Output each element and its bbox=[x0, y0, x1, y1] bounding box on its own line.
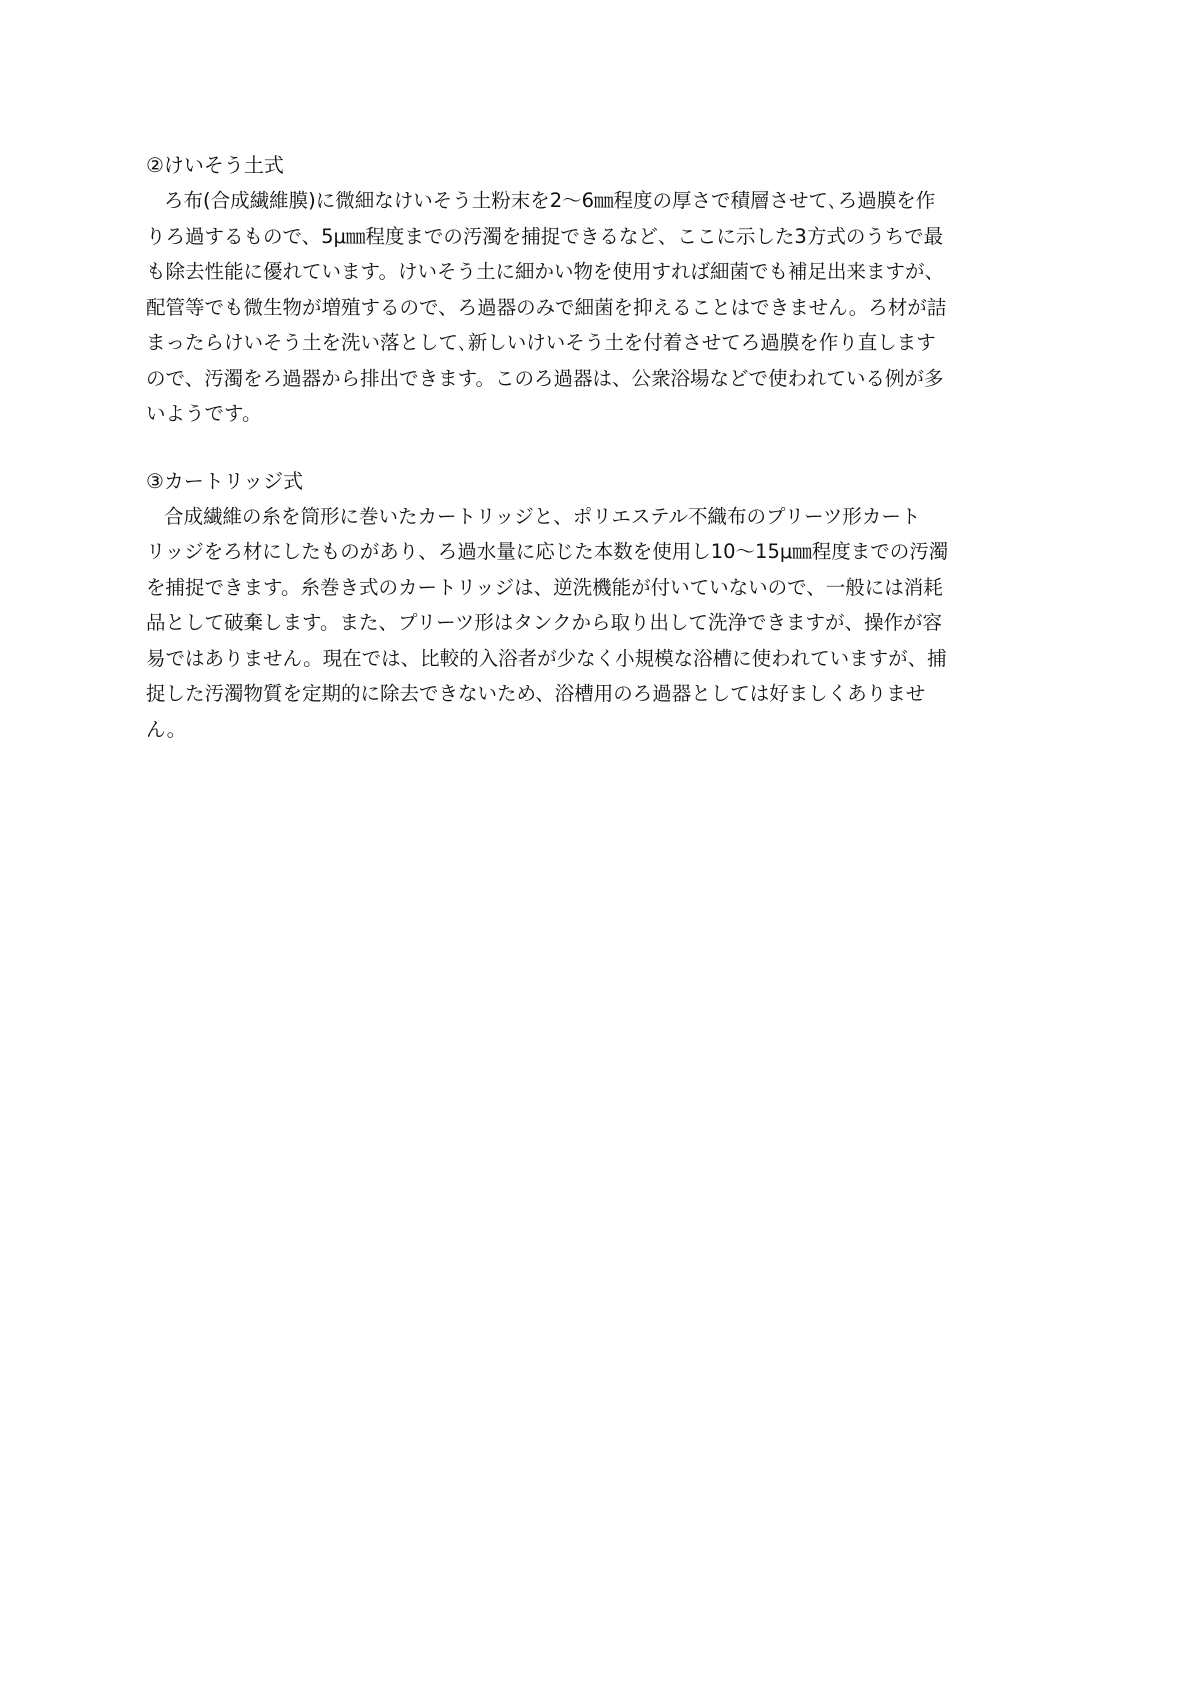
section-paragraph bbox=[146, 499, 1034, 748]
section-paragraph bbox=[146, 183, 1034, 432]
paragraph-line: 易ではありません。現在では、比較的入浴者が少なく小規模な浴槽に使われていますが、捕 bbox=[146, 646, 947, 670]
paragraph-line: ん。 bbox=[146, 717, 187, 741]
paragraph-line: ろ布(合成繊維膜)に微細なけいそう土粉末を2～6㎜程度の厚さで積層させて､ろ過膜を作 bbox=[164, 189, 936, 212]
paragraph-line: いようです。 bbox=[146, 402, 262, 425]
paragraph-line: も除去性能に優れています。けいそう土に細かい物を使用すれば細菌でも補足出来ますが、 bbox=[146, 260, 944, 283]
section-diatomaceous-earth bbox=[146, 148, 1034, 432]
paragraph-line: まったらけいそう土を洗い落として､新しいけいそう土を付着させてろ過膜を作り直します bbox=[146, 331, 936, 354]
section-cartridge bbox=[146, 464, 1034, 748]
paragraph-line: リッジをろ材にしたものがあり、ろ過水量に応じた本数を使用し10～15μ㎜程度までの汚濁 bbox=[146, 540, 949, 563]
paragraph-line: 品として破棄します。また、プリーツ形はタンクから取り出して洗浄できますが、操作が容 bbox=[146, 611, 942, 634]
paragraph-line: ので、汚濁をろ過器から排出できます。このろ過器は、公衆浴場などで使われている例が多 bbox=[146, 366, 944, 390]
section-heading: ③カートリッジ式 bbox=[146, 468, 304, 493]
section-heading: ②けいそう土式 bbox=[146, 153, 284, 177]
paragraph-line: 配管等でも微生物が増殖するので、ろ過器のみで細菌を抑えることはできません。ろ材が詰 bbox=[146, 295, 947, 319]
paragraph-line: 捉した汚濁物質を定期的に除去できないため、浴槽用のろ過器としては好ましくありませ bbox=[146, 682, 926, 705]
paragraph-line: りろ過するもので、5μ㎜程度までの汚濁を捕捉できるなど、ここに示した3方式のうちで最 bbox=[146, 224, 944, 248]
paragraph-line: 合成繊維の糸を筒形に巻いたカートリッジと、ポリエステル不織布のプリーツ形カート bbox=[164, 504, 921, 528]
paragraph-line: を捕捉できます。糸巻き式のカートリッジは、逆洗機能が付いていないので、一般には消耗 bbox=[146, 575, 943, 599]
document-body bbox=[146, 148, 1034, 747]
